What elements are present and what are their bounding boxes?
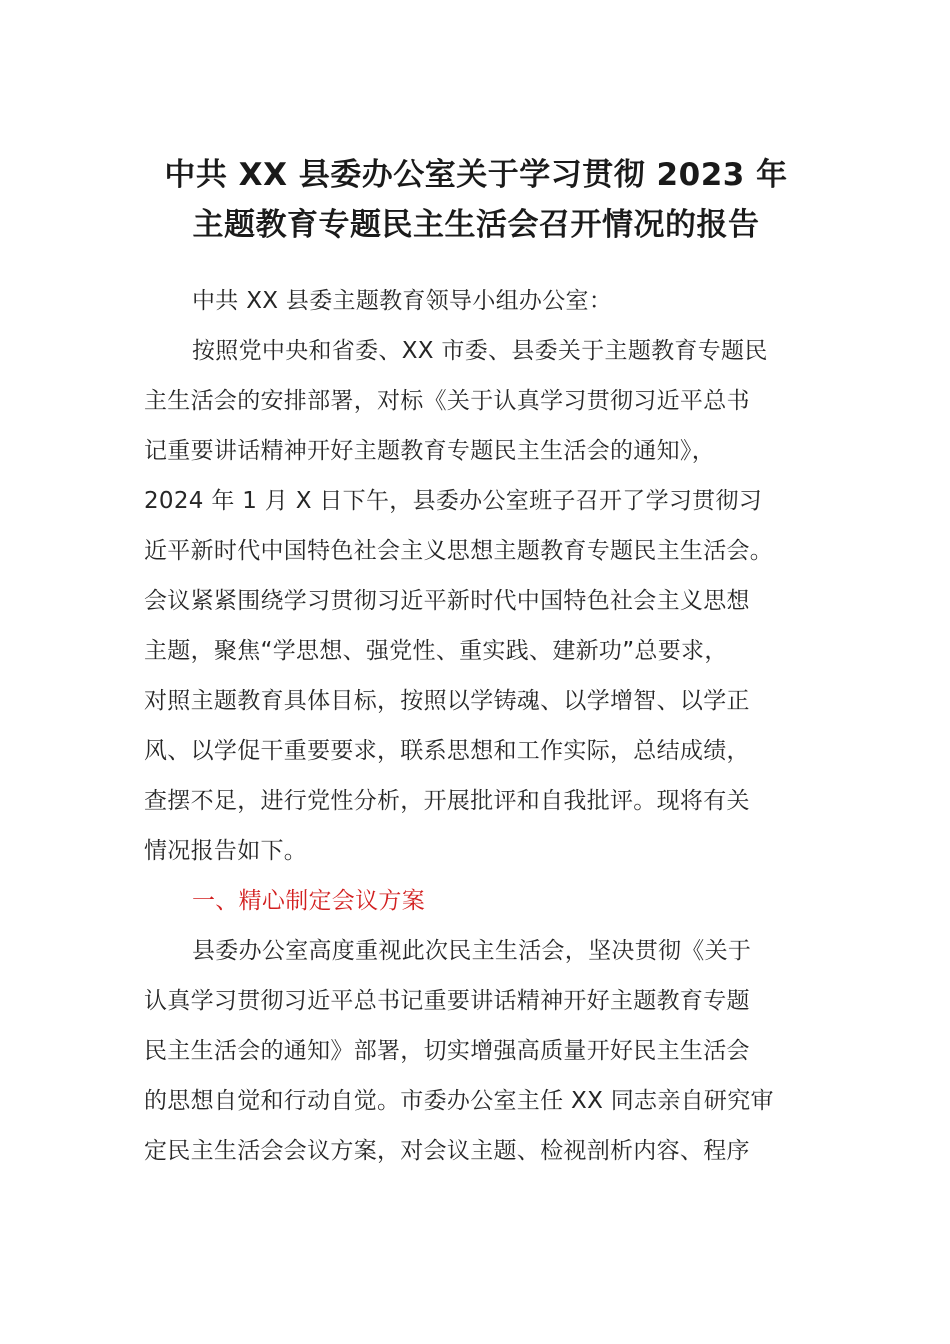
section-heading-1: 一、精心制定会议方案 xyxy=(192,888,425,914)
section-1-line: 民主生活会的通知》部署，切实增强高质量开好民主生活会 xyxy=(144,1038,750,1064)
title-line-1: 中共 XX 县委办公室关于学习贯彻 2023 年 xyxy=(164,157,788,193)
section-1-line: 县委办公室高度重视此次民主生活会，坚决贯彻《关于 xyxy=(192,938,752,964)
intro-line: 查摆不足，进行党性分析，开展批评和自我批评。现将有关 xyxy=(144,788,750,814)
intro-line: 主生活会的安排部署，对标《关于认真学习贯彻习近平总书 xyxy=(144,388,750,414)
intro-line: 情况报告如下。 xyxy=(144,838,308,864)
intro-line: 近平新时代中国特色社会主义思想主题教育专题民主生活会。 xyxy=(144,538,774,564)
section-1-paragraph xyxy=(144,926,808,1176)
section-1-line: 认真学习贯彻习近平总书记重要讲话精神开好主题教育专题 xyxy=(144,988,750,1014)
intro-line: 记重要讲话精神开好主题教育专题民主生活会的通知》， xyxy=(144,438,715,464)
title-line-2: 主题教育专题民主生活会召开情况的报告 xyxy=(192,207,760,243)
intro-line: 风、以学促干重要要求，联系思想和工作实际，总结成绩， xyxy=(144,738,750,764)
intro-line: 对照主题教育具体目标，按照以学铸魂、以学增智、以学正 xyxy=(144,688,750,714)
intro-paragraph xyxy=(144,326,808,876)
intro-line: 2024 年 1 月 X 日下午，县委办公室班子召开了学习贯彻习 xyxy=(144,488,763,514)
section-1-line: 的思想自觉和行动自觉。市委办公室主任 XX 同志亲自研究审 xyxy=(144,1088,774,1114)
intro-line: 会议紧紧围绕学习贯彻习近平新时代中国特色社会主义思想 xyxy=(144,588,750,614)
document-page xyxy=(144,150,808,1176)
salutation: 中共 XX 县委主题教育领导小组办公室： xyxy=(192,288,613,314)
intro-line: 按照党中央和省委、XX 市委、县委关于主题教育专题民 xyxy=(192,338,768,364)
intro-line: 主题，聚焦“学思想、强党性、重实践、建新功”总要求， xyxy=(144,638,728,664)
document-title xyxy=(144,150,808,250)
document-body xyxy=(144,276,808,1176)
section-1-line: 定民主生活会会议方案，对会议主题、检视剖析内容、程序 xyxy=(144,1138,750,1164)
